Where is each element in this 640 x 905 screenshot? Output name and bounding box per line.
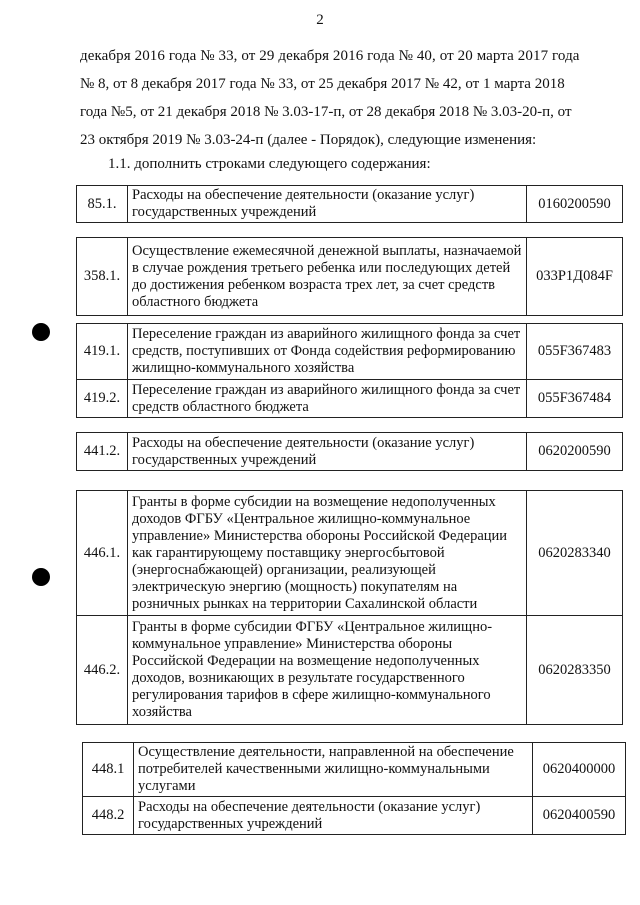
code-table-441 [76,432,623,471]
intro-paragraph [80,42,610,154]
row-number: 85.1. [77,186,128,223]
row-code: 0620283340 [527,491,623,616]
row-number: 446.1. [77,491,128,616]
table-row [77,433,623,471]
row-number: 441.2. [77,433,128,471]
row-description: Переселение граждан из аварийного жилищного фонда за счет средств областного бюджета [128,380,527,418]
intro-line: 23 октября 2019 № 3.03-24-п (далее - Порядок), следующие изменения: [80,132,537,148]
intro-line: декабря 2016 года № 33, от 29 декабря 2016 года № 40, от 20 марта 2017 года [80,48,580,64]
row-code: 0620200590 [527,433,623,471]
row-description: Осуществление деятельности, направленной на обеспечение потребителей качественными жилищно-коммунальными услугами [134,743,533,797]
code-table-448 [82,742,626,835]
row-number: 448.2 [83,797,134,835]
row-number: 358.1. [77,238,128,316]
page-number: 2 [316,12,324,28]
row-code: 0620400590 [533,797,626,835]
row-description: Расходы на обеспечение деятельности (оказание услуг) государственных учреждений [128,433,527,471]
code-table-446 [76,490,623,725]
table-row [77,186,623,223]
row-description: Расходы на обеспечение деятельности (оказание услуг) государственных учреждений [134,797,533,835]
row-description: Гранты в форме субсидии на возмещение недополученных доходов ФГБУ «Центральное жилищно-коммунальное управление» Министерства обороны Российской Федерации как гарантирующему поставщику энергосбытовой (энергоснабжающей) организации, реализующей электрическую энергию (мощность) покупателям на розничных рынках на территории Сахалинской области [128,491,527,616]
row-code: 0620283350 [527,616,623,725]
table-row [77,324,623,380]
table-row [77,491,623,616]
intro-line: № 8, от 8 декабря 2017 года № 33, от 25 декабря 2017 № 42, от 1 марта 2018 [80,76,565,92]
row-code: 0160200590 [527,186,623,223]
row-code: 0620400000 [533,743,626,797]
code-table-358 [76,237,623,316]
row-code: 055F367483 [527,324,623,380]
row-description: Гранты в форме субсидии ФГБУ «Центральное жилищно-коммунальное управление» Министерства обороны Российской Федерации на возмещение недополученных доходов, возникающих в результате государственного регулирования тарифов в сфере жилищно-коммунального хозяйства [128,616,527,725]
table-row [77,238,623,316]
table-row [83,743,626,797]
row-description: Переселение граждан из аварийного жилищного фонда за счет средств, поступивших от Фонда содействия реформированию жилищно-коммунального хозяйства [128,324,527,380]
subheading: 1.1. дополнить строками следующего содержания: [108,156,431,172]
table-row [77,616,623,725]
row-number: 448.1 [83,743,134,797]
row-number: 446.2. [77,616,128,725]
table-row [83,797,626,835]
punch-hole-mark [32,323,50,341]
row-number: 419.1. [77,324,128,380]
row-code: 055F367484 [527,380,623,418]
row-description: Осуществление ежемесячной денежной выплаты, назначаемой в случае рождения третьего ребенка или последующих детей до достижения ребенком возраста трех лет, за счет средств областного бюджета [128,238,527,316]
intro-line: года №5, от 21 декабря 2018 № 3.03-17-п, от 28 декабря 2018 № 3.03-20-п, от [80,104,572,120]
row-description: Расходы на обеспечение деятельности (оказание услуг) государственных учреждений [128,186,527,223]
punch-hole-mark [32,568,50,586]
code-table-419 [76,323,623,418]
table-row [77,380,623,418]
code-table-85 [76,185,623,223]
row-number: 419.2. [77,380,128,418]
row-code: 033P1Д084F [527,238,623,316]
